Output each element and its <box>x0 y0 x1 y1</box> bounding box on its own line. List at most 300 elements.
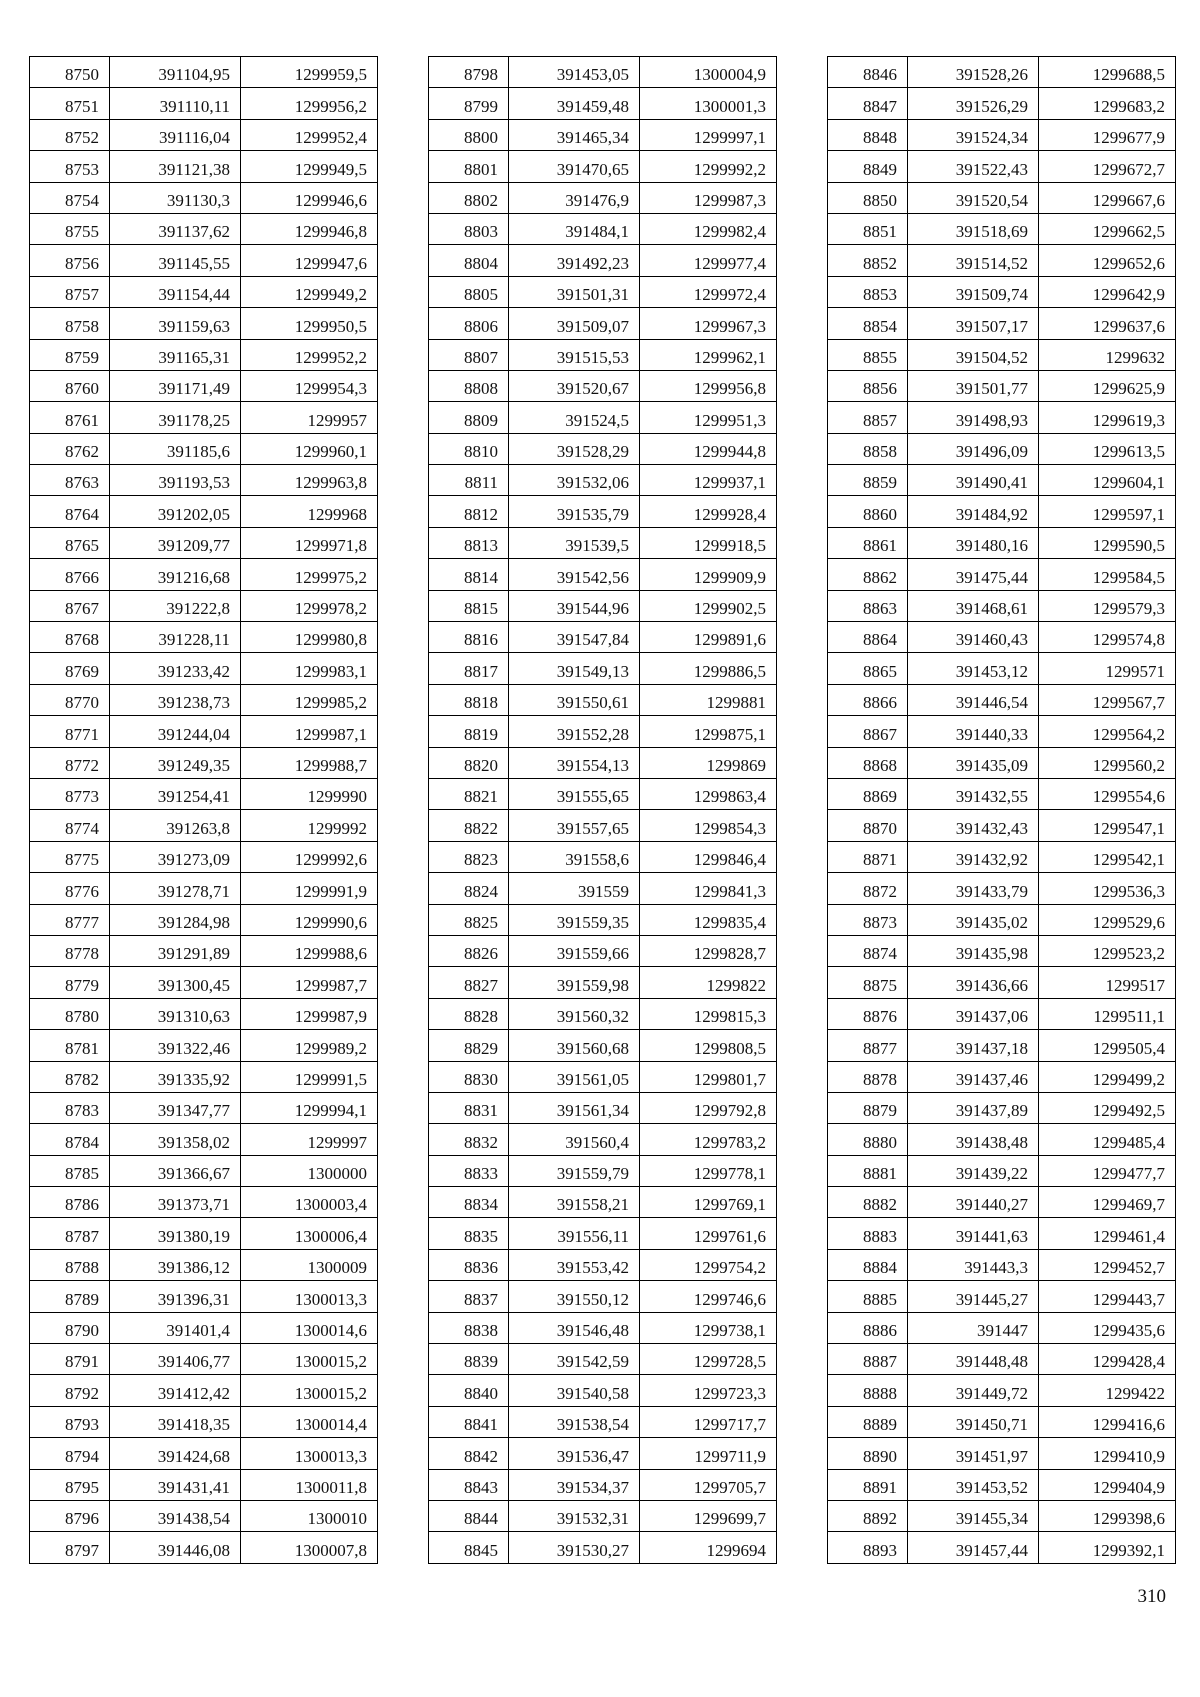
y-coordinate-cell: 1299778,1 <box>640 1155 777 1186</box>
point-number-cell: 8832 <box>429 1124 509 1155</box>
x-coordinate-cell: 391273,09 <box>110 841 241 872</box>
y-coordinate-cell: 1299886,5 <box>640 653 777 684</box>
x-coordinate-cell: 391449,72 <box>908 1375 1039 1406</box>
table-row <box>828 433 1176 464</box>
table-row <box>429 716 777 747</box>
y-coordinate-cell: 1299944,8 <box>640 433 777 464</box>
table-row <box>828 213 1176 244</box>
point-number-cell: 8799 <box>429 88 509 119</box>
y-coordinate-cell: 1299987,1 <box>241 716 378 747</box>
y-coordinate-cell: 1300004,9 <box>640 57 777 88</box>
y-coordinate-cell: 1299982,4 <box>640 213 777 244</box>
x-coordinate-cell: 391284,98 <box>110 904 241 935</box>
y-coordinate-cell: 1299977,4 <box>640 245 777 276</box>
y-coordinate-cell: 1299987,9 <box>241 998 378 1029</box>
table-row <box>30 119 378 150</box>
x-coordinate-cell: 391465,34 <box>509 119 640 150</box>
x-coordinate-cell: 391557,65 <box>509 810 640 841</box>
y-coordinate-cell: 1300014,4 <box>241 1406 378 1437</box>
table-row <box>828 1532 1176 1563</box>
x-coordinate-cell: 391550,12 <box>509 1281 640 1312</box>
y-coordinate-cell: 1299677,9 <box>1039 119 1176 150</box>
table-row <box>429 778 777 809</box>
table-row <box>30 1092 378 1123</box>
x-coordinate-cell: 391193,53 <box>110 465 241 496</box>
point-number-cell: 8785 <box>30 1155 110 1186</box>
y-coordinate-cell: 1299975,2 <box>241 559 378 590</box>
table-row <box>429 622 777 653</box>
table-row <box>30 1532 378 1563</box>
point-number-cell: 8890 <box>828 1438 908 1469</box>
x-coordinate-cell: 391453,05 <box>509 57 640 88</box>
table-row <box>828 182 1176 213</box>
y-coordinate-cell: 1299404,9 <box>1039 1469 1176 1500</box>
point-number-cell: 8807 <box>429 339 509 370</box>
table-row <box>828 1344 1176 1375</box>
table-row <box>30 1438 378 1469</box>
x-coordinate-cell: 391490,41 <box>908 465 1039 496</box>
point-number-cell: 8772 <box>30 747 110 778</box>
table-row <box>30 590 378 621</box>
table-row <box>429 1438 777 1469</box>
table-row <box>30 527 378 558</box>
y-coordinate-cell: 1299529,6 <box>1039 904 1176 935</box>
y-coordinate-cell: 1299688,5 <box>1039 57 1176 88</box>
point-number-cell: 8789 <box>30 1281 110 1312</box>
y-coordinate-cell: 1299983,1 <box>241 653 378 684</box>
point-number-cell: 8830 <box>429 1061 509 1092</box>
x-coordinate-cell: 391412,42 <box>110 1375 241 1406</box>
y-coordinate-cell: 1299801,7 <box>640 1061 777 1092</box>
y-coordinate-cell: 1300015,2 <box>241 1375 378 1406</box>
x-coordinate-cell: 391435,98 <box>908 935 1039 966</box>
point-number-cell: 8815 <box>429 590 509 621</box>
table-row <box>30 308 378 339</box>
point-number-cell: 8872 <box>828 873 908 904</box>
point-number-cell: 8862 <box>828 559 908 590</box>
point-number-cell: 8875 <box>828 967 908 998</box>
point-number-cell: 8780 <box>30 998 110 1029</box>
point-number-cell: 8793 <box>30 1406 110 1437</box>
x-coordinate-cell: 391446,54 <box>908 684 1039 715</box>
y-coordinate-cell: 1299769,1 <box>640 1187 777 1218</box>
y-coordinate-cell: 1299477,7 <box>1039 1155 1176 1186</box>
point-number-cell: 8859 <box>828 465 908 496</box>
table-row <box>429 433 777 464</box>
x-coordinate-cell: 391453,12 <box>908 653 1039 684</box>
table-row <box>429 151 777 182</box>
table-row <box>429 935 777 966</box>
point-number-cell: 8882 <box>828 1187 908 1218</box>
table-row <box>30 1281 378 1312</box>
x-coordinate-cell: 391291,89 <box>110 935 241 966</box>
point-number-cell: 8752 <box>30 119 110 150</box>
y-coordinate-cell: 1299991,9 <box>241 873 378 904</box>
y-coordinate-cell: 1299959,5 <box>241 57 378 88</box>
point-number-cell: 8889 <box>828 1406 908 1437</box>
y-coordinate-cell: 1299997,1 <box>640 119 777 150</box>
point-number-cell: 8877 <box>828 1030 908 1061</box>
table-row <box>30 182 378 213</box>
table-row <box>828 57 1176 88</box>
table-row <box>828 1375 1176 1406</box>
table-row <box>30 1124 378 1155</box>
y-coordinate-cell: 1299956,8 <box>640 370 777 401</box>
y-coordinate-cell: 1300000 <box>241 1155 378 1186</box>
table-row <box>828 339 1176 370</box>
table-row <box>30 1312 378 1343</box>
point-number-cell: 8833 <box>429 1155 509 1186</box>
x-coordinate-cell: 391432,55 <box>908 778 1039 809</box>
point-number-cell: 8857 <box>828 402 908 433</box>
x-coordinate-cell: 391498,93 <box>908 402 1039 433</box>
point-number-cell: 8812 <box>429 496 509 527</box>
y-coordinate-cell: 1299954,3 <box>241 370 378 401</box>
x-coordinate-cell: 391441,63 <box>908 1218 1039 1249</box>
point-number-cell: 8798 <box>429 57 509 88</box>
y-coordinate-cell: 1299978,2 <box>241 590 378 621</box>
x-coordinate-cell: 391507,17 <box>908 308 1039 339</box>
x-coordinate-cell: 391130,3 <box>110 182 241 213</box>
table-row <box>828 245 1176 276</box>
table-row <box>30 1030 378 1061</box>
table-row <box>30 1406 378 1437</box>
table-row <box>30 1375 378 1406</box>
x-coordinate-cell: 391480,16 <box>908 527 1039 558</box>
y-coordinate-cell: 1299604,1 <box>1039 465 1176 496</box>
x-coordinate-cell: 391424,68 <box>110 1438 241 1469</box>
table-row <box>828 1187 1176 1218</box>
x-coordinate-cell: 391238,73 <box>110 684 241 715</box>
point-number-cell: 8855 <box>828 339 908 370</box>
point-number-cell: 8776 <box>30 873 110 904</box>
x-coordinate-cell: 391559,66 <box>509 935 640 966</box>
point-number-cell: 8759 <box>30 339 110 370</box>
table-row <box>828 873 1176 904</box>
x-coordinate-cell: 391556,11 <box>509 1218 640 1249</box>
x-coordinate-cell: 391165,31 <box>110 339 241 370</box>
point-number-cell: 8838 <box>429 1312 509 1343</box>
y-coordinate-cell: 1299835,4 <box>640 904 777 935</box>
table-row <box>429 339 777 370</box>
point-number-cell: 8881 <box>828 1155 908 1186</box>
x-coordinate-cell: 391185,6 <box>110 433 241 464</box>
table-row <box>828 1030 1176 1061</box>
coordinate-tables <box>0 56 1200 1566</box>
table-row <box>30 370 378 401</box>
point-number-cell: 8818 <box>429 684 509 715</box>
point-number-cell: 8763 <box>30 465 110 496</box>
table-row <box>30 465 378 496</box>
point-number-cell: 8756 <box>30 245 110 276</box>
table-row <box>429 465 777 496</box>
table-row <box>429 182 777 213</box>
point-number-cell: 8794 <box>30 1438 110 1469</box>
y-coordinate-cell: 1299564,2 <box>1039 716 1176 747</box>
y-coordinate-cell: 1300013,3 <box>241 1281 378 1312</box>
y-coordinate-cell: 1299711,9 <box>640 1438 777 1469</box>
x-coordinate-cell: 391524,34 <box>908 119 1039 150</box>
y-coordinate-cell: 1299918,5 <box>640 527 777 558</box>
x-coordinate-cell: 391509,74 <box>908 276 1039 307</box>
y-coordinate-cell: 1299991,5 <box>241 1061 378 1092</box>
table-row <box>828 559 1176 590</box>
y-coordinate-cell: 1299951,3 <box>640 402 777 433</box>
point-number-cell: 8878 <box>828 1061 908 1092</box>
point-number-cell: 8866 <box>828 684 908 715</box>
point-number-cell: 8820 <box>429 747 509 778</box>
x-coordinate-cell: 391475,44 <box>908 559 1039 590</box>
table-row <box>30 496 378 527</box>
point-number-cell: 8853 <box>828 276 908 307</box>
x-coordinate-cell: 391373,71 <box>110 1187 241 1218</box>
x-coordinate-cell: 391459,48 <box>509 88 640 119</box>
point-number-cell: 8804 <box>429 245 509 276</box>
y-coordinate-cell: 1299597,1 <box>1039 496 1176 527</box>
table-row <box>30 1187 378 1218</box>
y-coordinate-cell: 1299891,6 <box>640 622 777 653</box>
x-coordinate-cell: 391437,06 <box>908 998 1039 1029</box>
y-coordinate-cell: 1299485,4 <box>1039 1124 1176 1155</box>
x-coordinate-cell: 391496,09 <box>908 433 1039 464</box>
point-number-cell: 8753 <box>30 151 110 182</box>
table-row <box>828 1061 1176 1092</box>
table-row <box>429 1344 777 1375</box>
table-row <box>429 559 777 590</box>
point-number-cell: 8802 <box>429 182 509 213</box>
y-coordinate-cell: 1300009 <box>241 1249 378 1280</box>
table-row <box>30 1061 378 1092</box>
table-row <box>429 1281 777 1312</box>
table-row <box>828 308 1176 339</box>
table-row <box>30 998 378 1029</box>
x-coordinate-cell: 391552,28 <box>509 716 640 747</box>
x-coordinate-cell: 391435,09 <box>908 747 1039 778</box>
x-coordinate-cell: 391554,13 <box>509 747 640 778</box>
point-number-cell: 8864 <box>828 622 908 653</box>
y-coordinate-cell: 1299992,6 <box>241 841 378 872</box>
page-number: 310 <box>1137 1586 1166 1607</box>
table-row <box>828 810 1176 841</box>
x-coordinate-cell: 391476,9 <box>509 182 640 213</box>
table-row <box>828 967 1176 998</box>
x-coordinate-cell: 391509,07 <box>509 308 640 339</box>
table-row <box>828 151 1176 182</box>
y-coordinate-cell: 1299971,8 <box>241 527 378 558</box>
x-coordinate-cell: 391524,5 <box>509 402 640 433</box>
x-coordinate-cell: 391546,48 <box>509 1312 640 1343</box>
x-coordinate-cell: 391455,34 <box>908 1500 1039 1531</box>
y-coordinate-cell: 1299952,2 <box>241 339 378 370</box>
x-coordinate-cell: 391468,61 <box>908 590 1039 621</box>
y-coordinate-cell: 1299717,7 <box>640 1406 777 1437</box>
y-coordinate-cell: 1299667,6 <box>1039 182 1176 213</box>
x-coordinate-cell: 391435,02 <box>908 904 1039 935</box>
x-coordinate-cell: 391558,6 <box>509 841 640 872</box>
point-number-cell: 8760 <box>30 370 110 401</box>
y-coordinate-cell: 1299967,3 <box>640 308 777 339</box>
x-coordinate-cell: 391560,4 <box>509 1124 640 1155</box>
y-coordinate-cell: 1299642,9 <box>1039 276 1176 307</box>
y-coordinate-cell: 1299699,7 <box>640 1500 777 1531</box>
y-coordinate-cell: 1300014,6 <box>241 1312 378 1343</box>
table-row <box>828 465 1176 496</box>
x-coordinate-cell: 391526,29 <box>908 88 1039 119</box>
point-number-cell: 8787 <box>30 1218 110 1249</box>
y-coordinate-cell: 1300006,4 <box>241 1218 378 1249</box>
table-row <box>828 1281 1176 1312</box>
point-number-cell: 8788 <box>30 1249 110 1280</box>
point-number-cell: 8888 <box>828 1375 908 1406</box>
point-number-cell: 8823 <box>429 841 509 872</box>
point-number-cell: 8861 <box>828 527 908 558</box>
table-row <box>429 841 777 872</box>
point-number-cell: 8892 <box>828 1500 908 1531</box>
x-coordinate-cell: 391539,5 <box>509 527 640 558</box>
y-coordinate-cell: 1299980,8 <box>241 622 378 653</box>
y-coordinate-cell: 1299946,8 <box>241 213 378 244</box>
table-row <box>30 1344 378 1375</box>
table-row <box>429 1187 777 1218</box>
y-coordinate-cell: 1299990,6 <box>241 904 378 935</box>
x-coordinate-cell: 391159,63 <box>110 308 241 339</box>
y-coordinate-cell: 1299422 <box>1039 1375 1176 1406</box>
y-coordinate-cell: 1299949,2 <box>241 276 378 307</box>
table-row <box>429 402 777 433</box>
point-number-cell: 8879 <box>828 1092 908 1123</box>
y-coordinate-cell: 1299987,7 <box>241 967 378 998</box>
table-row <box>828 1092 1176 1123</box>
y-coordinate-cell: 1299987,3 <box>640 182 777 213</box>
y-coordinate-cell: 1299574,8 <box>1039 622 1176 653</box>
table-row <box>30 1469 378 1500</box>
point-number-cell: 8837 <box>429 1281 509 1312</box>
table-row <box>828 747 1176 778</box>
table-row <box>429 747 777 778</box>
coordinate-table-3 <box>827 56 1176 1564</box>
x-coordinate-cell: 391534,37 <box>509 1469 640 1500</box>
y-coordinate-cell: 1299869 <box>640 747 777 778</box>
point-number-cell: 8835 <box>429 1218 509 1249</box>
y-coordinate-cell: 1299560,2 <box>1039 747 1176 778</box>
y-coordinate-cell: 1300010 <box>241 1500 378 1531</box>
point-number-cell: 8880 <box>828 1124 908 1155</box>
point-number-cell: 8770 <box>30 684 110 715</box>
table-row <box>429 1375 777 1406</box>
x-coordinate-cell: 391559,35 <box>509 904 640 935</box>
x-coordinate-cell: 391104,95 <box>110 57 241 88</box>
y-coordinate-cell: 1299881 <box>640 684 777 715</box>
point-number-cell: 8874 <box>828 935 908 966</box>
x-coordinate-cell: 391448,48 <box>908 1344 1039 1375</box>
x-coordinate-cell: 391560,68 <box>509 1030 640 1061</box>
table-row <box>828 402 1176 433</box>
point-number-cell: 8819 <box>429 716 509 747</box>
point-number-cell: 8805 <box>429 276 509 307</box>
table-row <box>429 590 777 621</box>
y-coordinate-cell: 1299928,4 <box>640 496 777 527</box>
table-row <box>429 308 777 339</box>
y-coordinate-cell: 1299505,4 <box>1039 1030 1176 1061</box>
x-coordinate-cell: 391532,06 <box>509 465 640 496</box>
table-row <box>429 1030 777 1061</box>
table-row <box>429 684 777 715</box>
x-coordinate-cell: 391433,79 <box>908 873 1039 904</box>
y-coordinate-cell: 1299985,2 <box>241 684 378 715</box>
y-coordinate-cell: 1299738,1 <box>640 1312 777 1343</box>
point-number-cell: 8843 <box>429 1469 509 1500</box>
x-coordinate-cell: 391438,54 <box>110 1500 241 1531</box>
table-row <box>429 1218 777 1249</box>
table-row <box>429 873 777 904</box>
y-coordinate-cell: 1299694 <box>640 1532 777 1563</box>
y-coordinate-cell: 1299997 <box>241 1124 378 1155</box>
point-number-cell: 8854 <box>828 308 908 339</box>
table-row <box>30 684 378 715</box>
point-number-cell: 8887 <box>828 1344 908 1375</box>
x-coordinate-cell: 391249,35 <box>110 747 241 778</box>
x-coordinate-cell: 391263,8 <box>110 810 241 841</box>
table-row <box>828 1312 1176 1343</box>
point-number-cell: 8824 <box>429 873 509 904</box>
table-row <box>828 88 1176 119</box>
table-row <box>828 622 1176 653</box>
table-row <box>30 810 378 841</box>
point-number-cell: 8873 <box>828 904 908 935</box>
point-number-cell: 8822 <box>429 810 509 841</box>
y-coordinate-cell: 1299946,6 <box>241 182 378 213</box>
point-number-cell: 8765 <box>30 527 110 558</box>
point-number-cell: 8779 <box>30 967 110 998</box>
point-number-cell: 8885 <box>828 1281 908 1312</box>
x-coordinate-cell: 391559,79 <box>509 1155 640 1186</box>
x-coordinate-cell: 391154,44 <box>110 276 241 307</box>
y-coordinate-cell: 1299909,9 <box>640 559 777 590</box>
x-coordinate-cell: 391559,98 <box>509 967 640 998</box>
point-number-cell: 8865 <box>828 653 908 684</box>
x-coordinate-cell: 391553,42 <box>509 1249 640 1280</box>
point-number-cell: 8836 <box>429 1249 509 1280</box>
table-row <box>429 527 777 558</box>
point-number-cell: 8782 <box>30 1061 110 1092</box>
point-number-cell: 8856 <box>828 370 908 401</box>
table-row <box>429 245 777 276</box>
point-number-cell: 8870 <box>828 810 908 841</box>
table-row <box>429 1406 777 1437</box>
x-coordinate-cell: 391406,77 <box>110 1344 241 1375</box>
point-number-cell: 8767 <box>30 590 110 621</box>
y-coordinate-cell: 1299728,5 <box>640 1344 777 1375</box>
point-number-cell: 8884 <box>828 1249 908 1280</box>
point-number-cell: 8790 <box>30 1312 110 1343</box>
table-row <box>429 88 777 119</box>
y-coordinate-cell: 1299863,4 <box>640 778 777 809</box>
point-number-cell: 8858 <box>828 433 908 464</box>
point-number-cell: 8791 <box>30 1344 110 1375</box>
table-row <box>30 841 378 872</box>
x-coordinate-cell: 391447 <box>908 1312 1039 1343</box>
table-row <box>828 841 1176 872</box>
x-coordinate-cell: 391460,43 <box>908 622 1039 653</box>
table-row <box>429 1312 777 1343</box>
point-number-cell: 8891 <box>828 1469 908 1500</box>
table-row <box>30 433 378 464</box>
table-row <box>429 119 777 150</box>
point-number-cell: 8795 <box>30 1469 110 1500</box>
point-number-cell: 8869 <box>828 778 908 809</box>
table-row <box>429 1532 777 1563</box>
y-coordinate-cell: 1299902,5 <box>640 590 777 621</box>
